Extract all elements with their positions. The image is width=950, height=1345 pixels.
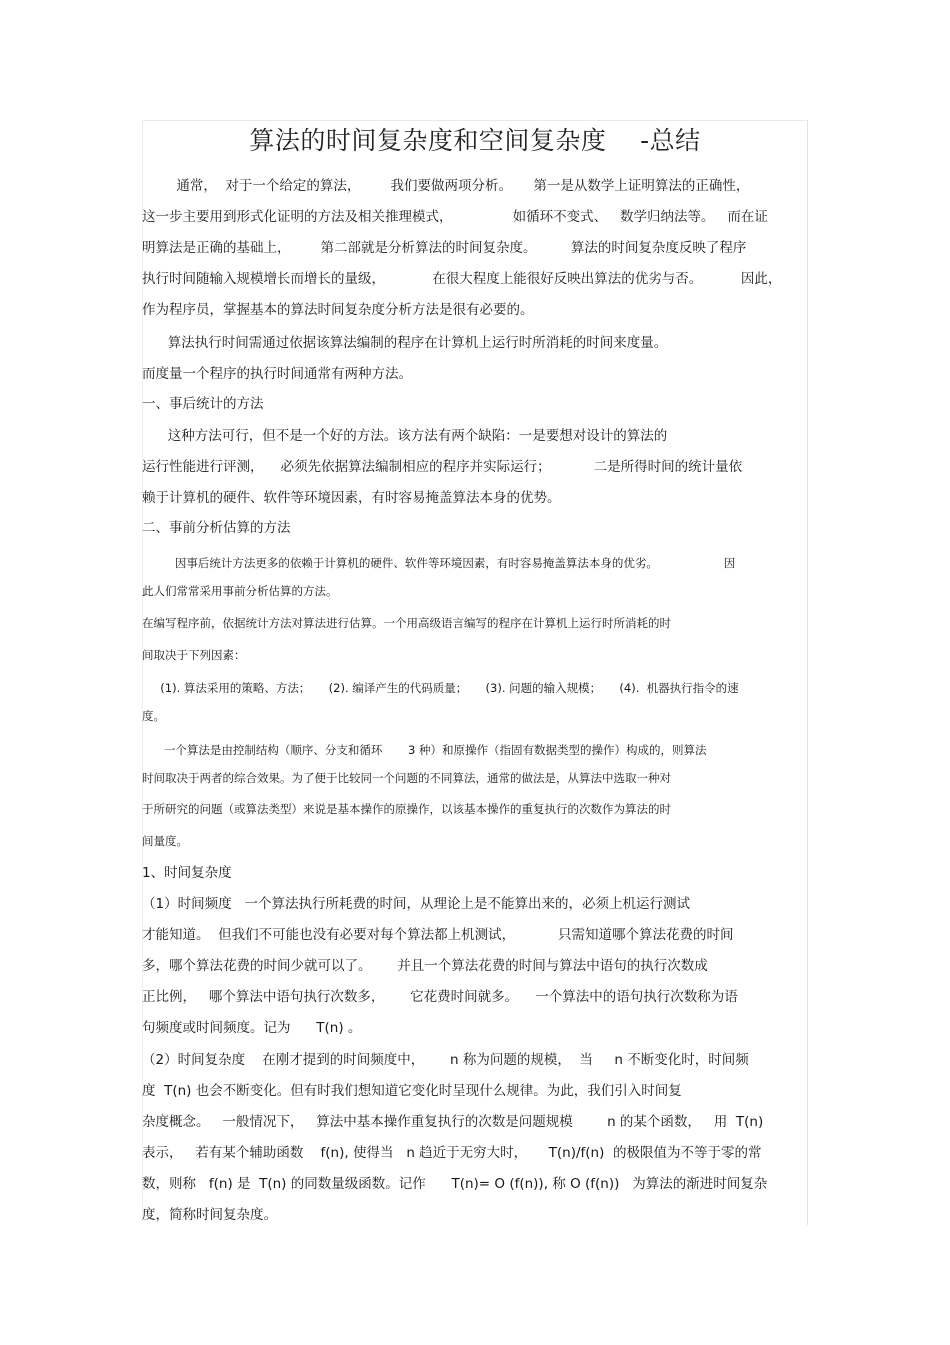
paragraph-line: 运行性能进行评测， 必须先依据算法编制相应的程序并实际运行； 二是所得时间的统计量依	[142, 459, 743, 475]
paragraph-line: 算法执行时间需通过依据该算法编制的程序在计算机上运行时所消耗的时间来度量。	[142, 335, 668, 351]
section-heading: 1、时间复杂度	[142, 865, 232, 881]
paragraph-line: （1）时间频度 一个算法执行所耗费的时间，从理论上是不能算出来的，必须上机运行测试	[142, 896, 690, 912]
paragraph-line: 这一步主要用到形式化证明的方法及相关推理模式， 如循环不变式、 数学归纳法等。 而在证	[142, 209, 768, 225]
paragraph-line: 间取决于下列因素：	[142, 648, 246, 662]
paragraph-line: 间量度。	[142, 834, 188, 848]
paragraph-line: 多，哪个算法花费的时间少就可以了。 并且一个算法花费的时间与算法中语句的执行次数成	[142, 958, 708, 974]
paragraph-line: 时间取决于两者的综合效果。为了便于比较同一个问题的不同算法，通常的做法是，从算法中选取一种对	[142, 771, 671, 785]
paragraph-line: 于所研究的问题（或算法类型）来说是基本操作的原操作，以该基本操作的重复执行的次数作为算法的时	[142, 802, 671, 816]
paragraph-line: 此人们常常采用事前分析估算的方法。	[142, 584, 338, 598]
paragraph-line: (1). 算法采用的策略、方法； (2). 编译产生的代码质量； (3). 问题的输入规模； (4). 机器执行指令的速	[142, 681, 739, 695]
paragraph-line: （2）时间复杂度 在刚才提到的时间频度中， n 称为问题的规模， 当 n 不断变化时，时间频	[142, 1052, 749, 1068]
paragraph-line: 数，则称 f(n) 是 T(n) 的同数量级函数。记作 T(n)= O (f(n)), 称 O (f(n)) 为算法的渐进时间复杂	[142, 1176, 768, 1192]
paragraph-line: 而度量一个程序的执行时间通常有两种方法。	[142, 366, 412, 382]
document-title: 算法的时间复杂度和空间复杂度 -总结	[249, 126, 701, 155]
paragraph-line: 赖于计算机的硬件、软件等环境因素，有时容易掩盖算法本身的优势。	[142, 490, 561, 506]
paragraph-line: 在编写程序前，依据统计方法对算法进行估算。一个用高级语言编写的程序在计算机上运行时所消耗的时	[142, 616, 671, 630]
paragraph-line: 度 T(n) 也会不断变化。但有时我们想知道它变化时呈现什么规律。为此，我们引入时间复	[142, 1083, 682, 1099]
paragraph-line: 作为程序员，掌握基本的算法时间复杂度分析方法是很有必要的。	[142, 302, 534, 318]
paragraph-line: 这种方法可行，但不是一个好的方法。该方法有两个缺陷：一是要想对设计的算法的	[142, 428, 668, 444]
paragraph-line: 执行时间随输入规模增长而增长的量级， 在很大程度上能很好反映出算法的优劣与否。 因此，	[142, 271, 782, 287]
page-frame-right-border	[807, 120, 808, 1225]
paragraph-line: 表示， 若有某个辅助函数 f(n), 使得当 n 趋近于无穷大时， T(n)/f(n) 的极限值为不等于零的常	[142, 1145, 762, 1161]
section-heading: 二、事前分析估算的方法	[142, 520, 291, 536]
paragraph-line: 明算法是正确的基础上， 第二部就是分析算法的时间复杂度。 算法的时间复杂度反映了程序	[142, 240, 747, 256]
paragraph-line: 杂度概念。 一般情况下， 算法中基本操作重复执行的次数是问题规模 n 的某个函数， 用 T(n)	[142, 1114, 764, 1130]
paragraph-line: 一个算法是由控制结构（顺序、分支和循环 3 种）和原操作（指固有数据类型的操作）构成的，则算法	[142, 743, 707, 757]
section-heading: 一、事后统计的方法	[142, 396, 264, 412]
paragraph-line: 句频度或时间频度。记为 T(n) 。	[142, 1020, 362, 1036]
paragraph-line: 度，简称时间复杂度。	[142, 1207, 277, 1223]
page-frame-top-border	[142, 120, 808, 121]
paragraph-line: 正比例， 哪个算法中语句执行次数多， 它花费时间就多。 一个算法中的语句执行次数称为语	[142, 989, 738, 1005]
paragraph-line: 因事后统计方法更多的依赖于计算机的硬件、软件等环境因素，有时容易掩盖算法本身的优劣。 因	[142, 556, 736, 570]
paragraph-line: 通常， 对于一个给定的算法， 我们要做两项分析。 第一是从数学上证明算法的正确性，	[142, 178, 750, 194]
paragraph-line: 度。	[142, 709, 165, 723]
paragraph-line: 才能知道。 但我们不可能也没有必要对每个算法都上机测试， 只需知道哪个算法花费的时间	[142, 927, 734, 943]
